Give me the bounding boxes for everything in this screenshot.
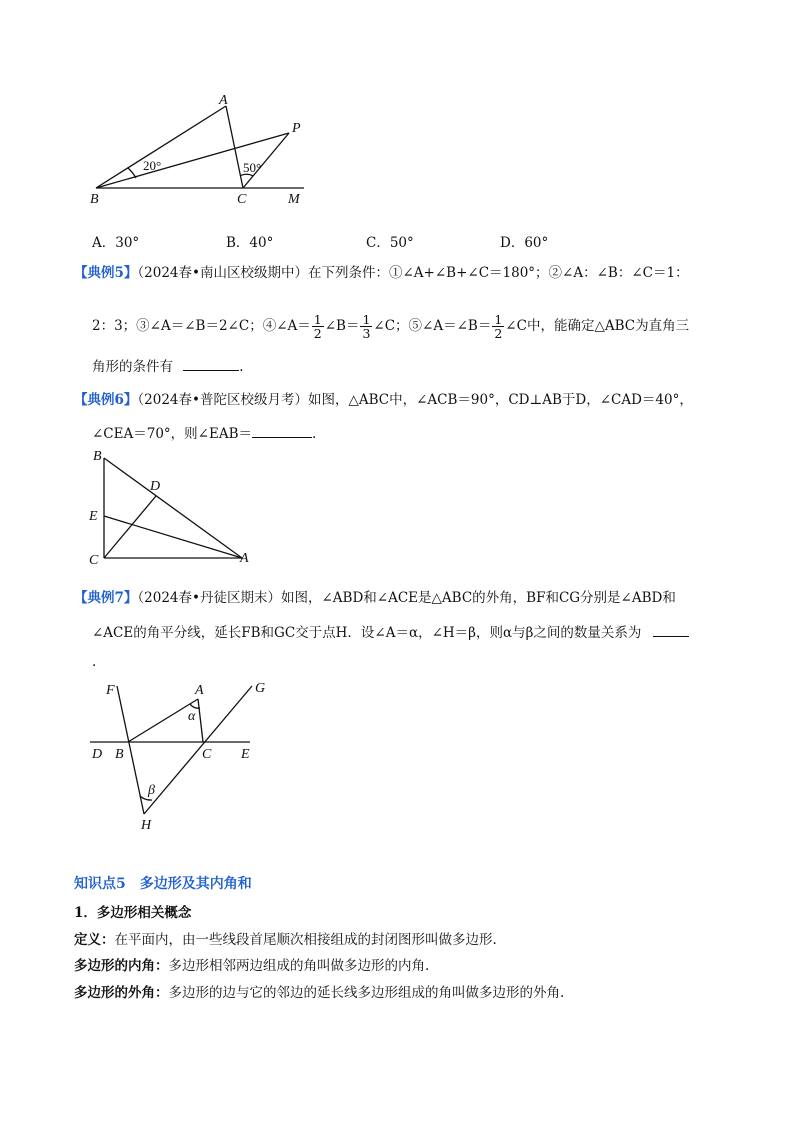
example7-text1: （2024春•丹徒区期末）如图，∠ABD和∠ACE是△ABC的外角，BF和CG分别是∠ABD和 [137,590,676,606]
interior-angle-label: 多边形的内角： [74,958,169,974]
definition-line [74,930,497,950]
example6-tag: 【典例6】 [74,392,138,408]
example5-text3: 角形的条件有 [92,359,173,375]
option-a: A．30° [92,235,140,251]
example7-text2: ∠ACE的角平分线，延长FB和GC交于点H．设∠A＝α，∠H＝β，则α与β之间的数量关系为 [92,625,642,641]
exterior-angle-line [74,983,564,1003]
fraction-1-2-b: $\frac{1}{2}$ [494,312,503,341]
example5-period: . [239,359,244,375]
angle-50: 50° [243,160,262,175]
angle-20: 20° [143,158,162,173]
interior-angle-line [74,956,429,976]
example5-line1 [74,263,689,283]
subsection-heading: 1．多边形相关概念 [74,905,192,921]
example6-text1: （2024春•普陀区校级月考）如图，△ABC中，∠ACB＝90°，CD⊥AB于D，∠CAD＝40°， [137,392,693,408]
fig7-label-b: B [115,747,124,762]
example7-tag: 【典例7】 [74,590,138,606]
example7-line1 [74,588,676,608]
definition-text: 在平面内，由一些线段首尾顺次相接组成的封闭图形叫做多边形. [114,932,497,948]
fig7-label-h: H [141,818,152,833]
exterior-angle-text: 多边形的边与它的邻边的延长线多边形组成的角叫做多边形的外角. [168,985,565,1001]
figure-exterior-angles [84,676,284,836]
example5-text1: （2024春•南山区校级期中）在下列条件：①∠A+∠B+∠C＝180°；②∠A：∠B：∠C＝1： [137,265,689,281]
answer-blank-5[interactable] [183,356,239,371]
example5-line2 [92,313,689,340]
option-b: B．40° [226,235,274,251]
label-a: A [219,93,228,108]
fig7-label-g: G [255,681,266,696]
example7-line3: . [92,654,97,670]
answer-blank-7[interactable] [653,622,689,637]
option-c: C．50° [366,235,414,251]
fig6-label-b: B [93,449,102,464]
example5-text2b: ∠C中，能确定△ABC为直角三 [505,318,690,334]
fig7-label-e: E [241,747,250,762]
example5-line3 [92,356,244,377]
exterior-angle-label: 多边形的外角： [74,985,169,1001]
figure-triangle-abc-p [80,88,320,210]
fig7-label-d: D [92,747,103,762]
fig7-label-beta: β [148,783,155,798]
option-d: D．60° [500,235,549,251]
fig6-label-a: A [240,551,249,566]
example5-tag: 【典例5】 [74,265,138,281]
example6-line2 [92,423,316,444]
definition-label: 定义： [74,932,115,948]
example6-line1 [74,390,693,410]
example5-text2a: 2：3；③∠A＝∠B＝2∠C；④∠A＝ [92,318,311,334]
label-p: P [292,121,301,136]
fig6-label-c: C [89,553,99,568]
example6-period: . [312,426,317,442]
example7-line2 [92,622,689,643]
fig6-label-e: E [89,509,98,524]
fraction-1-3: $\frac{1}{3}$ [362,312,371,341]
interior-angle-text: 多边形相邻两边组成的角叫做多边形的内角. [168,958,430,974]
example6-text2: ∠CEA＝70°，则∠EAB＝ [92,426,253,442]
fig7-label-a: A [195,683,204,698]
label-b: B [90,192,99,207]
figure-right-triangle-abc [84,444,254,570]
fraction-1-2-a: $\frac{1}{2}$ [313,312,322,341]
label-c: C [237,192,247,207]
example5-mid2: ∠C；⑤∠A＝∠B＝ [373,318,492,334]
knowledge-point-heading: 知识点5 多边形及其内角和 [74,876,252,892]
example5-mid1: ∠B＝ [324,318,360,334]
answer-blank-6[interactable] [252,423,312,438]
fig7-label-c: C [202,747,212,762]
fig6-label-d: D [150,479,161,494]
fig7-label-alpha: α [188,709,196,724]
label-m: M [288,192,300,207]
fig7-label-f: F [106,683,115,698]
